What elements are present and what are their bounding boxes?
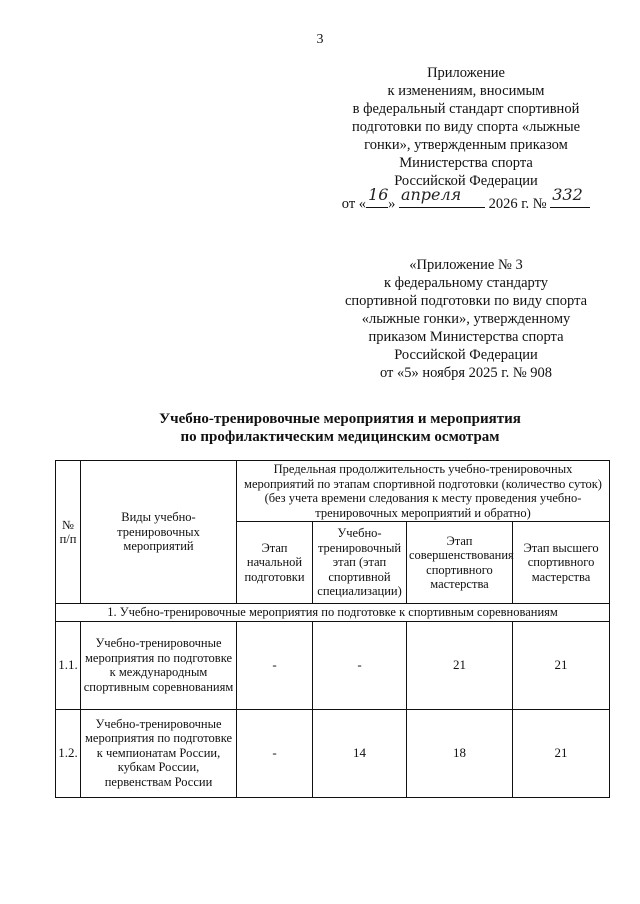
appendix-line: гонки», утвержденным приказом — [364, 137, 568, 153]
value-training: 14 — [313, 709, 407, 797]
month-field — [399, 185, 485, 208]
row-event-name: Учебно-тренировочные мероприятия по подготовке к чемпионатам России, кубкам России, первенствам России — [81, 709, 237, 797]
table-row — [56, 621, 610, 709]
appendix-line: подготовки по виду спорта «лыжные — [351, 119, 581, 135]
value-higher: 21 — [513, 709, 610, 797]
stage-header-training: Учебно-тренировочный этап (этап спортивной специализации) — [313, 522, 407, 604]
stage-header-improvement: Этап совершенствования спортивного мастерства — [407, 522, 513, 604]
value-initial: - — [237, 621, 313, 709]
document-title — [0, 410, 640, 446]
title-line-2: по профилактическим медицинским осмотрам — [180, 429, 500, 445]
appendix3-line: «Приложение № 3 — [409, 257, 523, 273]
year-number-label: 2026 г. № — [488, 196, 547, 212]
handwritten-month: апреля — [400, 185, 462, 204]
row-number: 1.1. — [56, 621, 81, 709]
header-row — [56, 461, 610, 522]
value-improvement: 18 — [407, 709, 513, 797]
row-number: 1.2. — [56, 709, 81, 797]
handwritten-day: 16 — [368, 185, 389, 204]
appendix3-line: к федеральному стандарту — [384, 275, 548, 291]
value-initial: - — [237, 709, 313, 797]
title-line-1: Учебно-тренировочные мероприятия и мероприятия — [159, 411, 521, 427]
col-header-duration: Предельная продолжительность учебно-тренировочных мероприятий по этапам спортивной подготовки (количество суток) (без учета времени следования к месту проведения учебно-тренировочных мероприятий и обратно) — [237, 461, 610, 522]
page-number: 3 — [316, 32, 324, 47]
appendix-line: Министерства спорта — [399, 155, 533, 171]
appendix3-line: Российской Федерации — [394, 347, 538, 363]
number-field — [550, 185, 590, 208]
col-header-kinds: Виды учебно-тренировочных мероприятий — [81, 461, 237, 604]
section-title: 1. Учебно-тренировочные мероприятия по подготовке к спортивным соревнованиям — [56, 604, 610, 622]
appendix3-line: «лыжные гонки», утвержденному — [361, 311, 571, 327]
appendix-3-header — [310, 256, 622, 382]
col-header-num: № п/п — [56, 461, 81, 604]
appendix3-line: приказом Министерства спорта — [368, 329, 564, 345]
table-row — [56, 709, 610, 797]
amendment-appendix-header — [320, 64, 612, 213]
day-close: » — [388, 196, 396, 212]
appendix-line: Приложение — [427, 65, 505, 81]
row-event-name: Учебно-тренировочные мероприятия по подготовке к международным спортивным соревнованиям — [81, 621, 237, 709]
handwritten-number: 332 — [552, 185, 583, 204]
section-row — [56, 604, 610, 622]
value-improvement: 21 — [407, 621, 513, 709]
value-higher: 21 — [513, 621, 610, 709]
date-prefix: от « — [341, 196, 367, 212]
appendix-line: к изменениям, вносимым — [387, 83, 545, 99]
day-field — [366, 185, 389, 208]
order-date-line — [320, 185, 612, 213]
appendix3-line: спортивной подготовки по виду спорта — [344, 293, 588, 309]
appendix-line: Российской Федерации — [394, 173, 538, 189]
value-training: - — [313, 621, 407, 709]
stage-header-higher: Этап высшего спортивного мастерства — [513, 522, 610, 604]
training-events-table — [55, 460, 610, 798]
appendix3-line: от «5» ноября 2025 г. № 908 — [379, 365, 553, 381]
stage-header-initial: Этап начальной подготовки — [237, 522, 313, 604]
appendix-line: в федеральный стандарт спортивной — [352, 101, 580, 117]
